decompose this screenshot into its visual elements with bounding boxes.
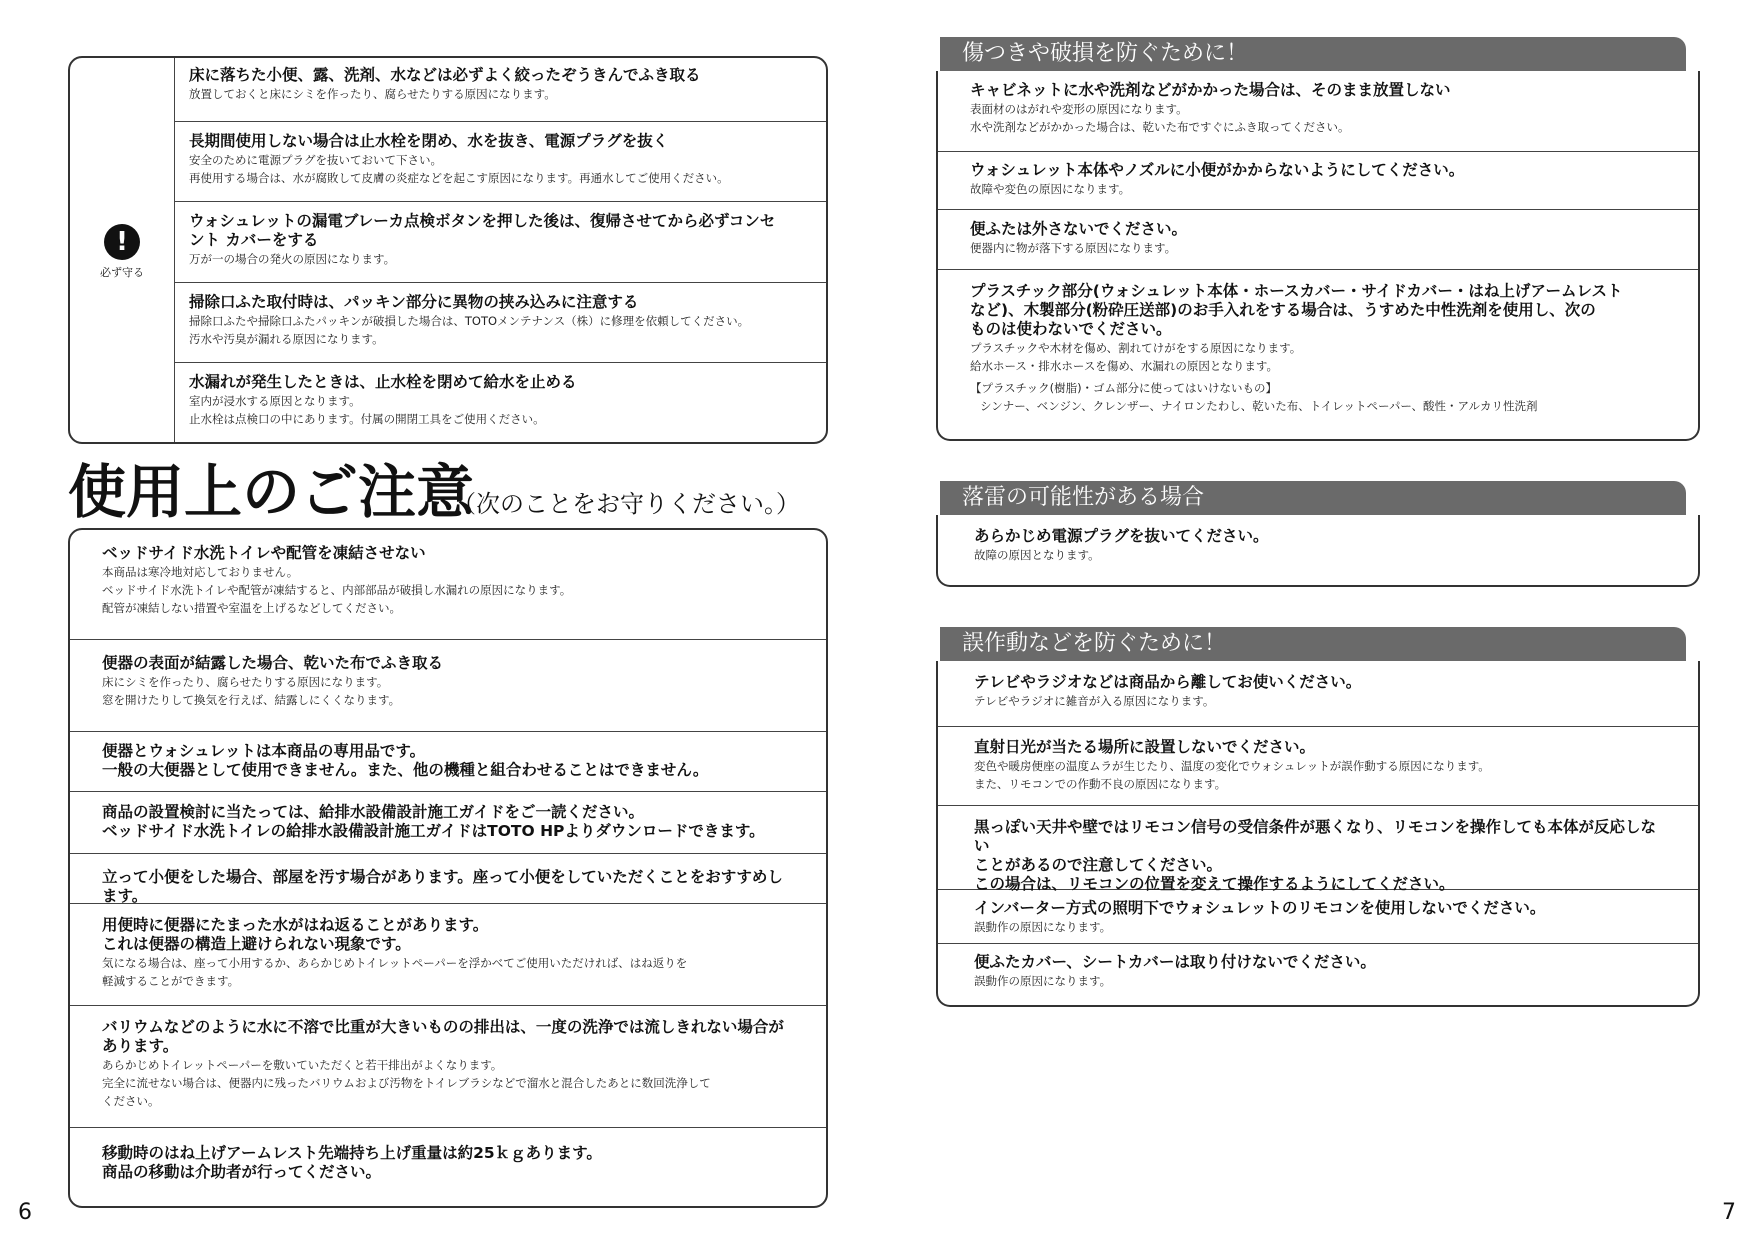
row-heading: 水漏れが発生したときは、止水栓を閉めて給水を止める <box>189 373 577 391</box>
row-heading: ものは使わないでください。 <box>970 320 1172 338</box>
row-note: 誤動作の原因になります。 <box>974 974 1112 988</box>
row-note: 掃除口ふたや掃除口ふたパッキンが破損した場合は、TOTOメンテナンス（株）に修理を依頼してください。 <box>189 314 750 328</box>
row-note: ベッドサイド水洗トイレや配管が凍結すると、内部部品が破損し水漏れの原因になります。 <box>102 583 572 597</box>
note-list: シンナー、ベンジン、クレンザー、ナイロンたわし、乾いた布、トイレットペーパー、酸性・アルカリ性洗剤 <box>980 399 1538 413</box>
exclamation-icon: ! <box>104 224 140 260</box>
row-heading: 商品の移動は介助者が行ってください。 <box>102 1163 382 1181</box>
row-heading: 直射日光が当たる場所に設置しないでください。 <box>974 738 1316 756</box>
section-row <box>938 661 1698 727</box>
note-heading: 【プラスチック(樹脂)・ゴム部分に使ってはいけないもの】 <box>970 381 1278 395</box>
row-note: 故障や変色の原因になります。 <box>970 182 1131 196</box>
row-heading: 商品の設置検討に当たっては、給排水設備設計施工ガイドをご一読ください。 <box>102 803 645 821</box>
must-do-box <box>68 56 828 444</box>
caution-row <box>70 854 826 904</box>
row-note: 安全のために電源プラグを抜いておいて下さい。 <box>189 153 442 167</box>
must-do-label: 必ず守る <box>100 266 144 279</box>
caution-row <box>70 792 826 854</box>
row-heading: この場合は、リモコンの位置を変えて操作するようにしてください。 <box>974 875 1455 893</box>
row-note: 給水ホース・排水ホースを傷め、水漏れの原因となります。 <box>970 359 1278 373</box>
row-heading: 黒っぽい天井や壁ではリモコン信号の受信条件が悪くなり、リモコンを操作しても本体が反応しない <box>974 818 1657 855</box>
row-heading: ウォシュレット本体やノズルに小便がかからないようにしてください。 <box>970 161 1465 179</box>
row-note: 放置しておくと床にシミを作ったり、腐らせたりする原因になります。 <box>189 87 556 101</box>
row-note: また、リモコンでの作動不良の原因になります。 <box>974 777 1227 791</box>
section-damage <box>936 71 1700 441</box>
row-note: 窓を開けたりして換気を行えば、結露しにくくなります。 <box>102 693 401 707</box>
must-do-row <box>175 122 826 202</box>
row-heading: ことがあるので注意してください。 <box>974 856 1223 874</box>
section-row <box>938 727 1698 806</box>
row-note: 気になる場合は、座って小用するか、あらかじめトイレットペーパーを浮かべてご使用いただければ、はね返りを <box>102 956 688 970</box>
row-note: 止水栓は点検口の中にあります。付属の開閉工具をご使用ください。 <box>189 412 545 426</box>
must-do-row <box>175 58 826 122</box>
row-heading: 一般の大便器として使用できません。また、他の機種と組合わせることはできません。 <box>102 761 709 779</box>
section-row <box>938 890 1698 944</box>
caution-row <box>70 1006 826 1128</box>
row-note: 完全に流せない場合は、便器内に残ったバリウムおよび汚物をトイレブラシなどで溜水と混合したあとに数回洗浄して <box>102 1076 711 1090</box>
row-note: 誤動作の原因になります。 <box>974 920 1112 934</box>
row-heading: 床に落ちた小便、露、洗剤、水などは必ずよく絞ったぞうきんでふき取る <box>189 66 701 84</box>
must-do-row <box>175 363 826 442</box>
section-header-lightning: 落雷の可能性がある場合 <box>940 481 1686 515</box>
page-subtitle: （次のことをお守りください。） <box>452 490 800 518</box>
page-title: 使用上のご注意 <box>68 458 475 526</box>
section-row <box>938 944 1698 1005</box>
row-heading: キャビネットに水や洗剤などがかかった場合は、そのまま放置しない <box>970 81 1451 99</box>
row-heading: 掃除口ふた取付時は、パッキン部分に異物の挟み込みに注意する <box>189 293 639 311</box>
row-heading: ベッドサイド水洗トイレや配管を凍結させない <box>102 544 426 562</box>
row-note: 故障の原因となります。 <box>974 548 1100 562</box>
row-note: あらかじめトイレットペーパーを敷いていただくと若干排出がよくなります。 <box>102 1058 503 1072</box>
caution-row <box>70 732 826 792</box>
row-note: 汚水や汚臭が漏れる原因になります。 <box>189 332 384 346</box>
row-heading: ウォシュレットの漏電ブレーカ点検ボタンを押した後は、復帰させてから必ずコンセント カバーをする <box>189 212 776 249</box>
row-note: 配管が凍結しない措置や室温を上げるなどしてください。 <box>102 601 401 615</box>
row-heading: 便器の表面が結露した場合、乾いた布でふき取る <box>102 654 444 672</box>
section-row <box>938 806 1698 893</box>
row-heading: バリウムなどのように水に不溶で比重が大きいものの排出は、一度の洗浄では流しきれない場合が <box>102 1018 784 1036</box>
row-note: 変色や暖房便座の温度ムラが生じたり、温度の変化でウォシュレットが誤作動する原因になります。 <box>974 759 1490 773</box>
section-row <box>938 210 1698 270</box>
page-number-right: 7 <box>1722 1200 1736 1225</box>
row-heading: 便ふたカバー、シートカバーは取り付けないでください。 <box>974 953 1376 971</box>
row-heading: 便器とウォシュレットは本商品の専用品です。 <box>102 742 426 760</box>
section-row <box>938 270 1698 439</box>
row-heading: など)、木製部分(粉砕圧送部)のお手入れをする場合は、うすめた中性洗剤を使用し、次の <box>970 301 1596 319</box>
page-number-left: 6 <box>18 1200 32 1225</box>
row-heading: 長期間使用しない場合は止水栓を閉め、水を抜き、電源プラグを抜く <box>189 132 669 150</box>
section-row <box>938 515 1698 585</box>
section-header-malfunction: 誤作動などを防ぐために！ <box>940 627 1686 661</box>
row-note: 床にシミを作ったり、腐らせたりする原因になります。 <box>102 675 389 689</box>
row-note: ください。 <box>102 1094 160 1108</box>
cautions-box <box>68 528 828 1208</box>
must-do-row <box>175 202 826 283</box>
row-heading: 便ふたは外さないでください。 <box>970 220 1188 238</box>
caution-row <box>70 640 826 732</box>
row-heading: プラスチック部分(ウォシュレット本体・ホースカバー・サイドカバー・はね上げアームレスト <box>970 282 1623 300</box>
row-heading: ベッドサイド水洗トイレの給排水設備設計施工ガイドはTOTO HPよりダウンロードできます。 <box>102 822 765 840</box>
section-row <box>938 71 1698 152</box>
caution-row <box>70 1128 826 1204</box>
must-do-icon-column <box>70 58 175 442</box>
section-row <box>938 152 1698 210</box>
row-note: 便器内に物が落下する原因になります。 <box>970 241 1177 255</box>
row-note: 表面材のはがれや変形の原因になります。 <box>970 102 1188 116</box>
row-heading: 立って小便をした場合、部屋を汚す場合があります。座って小便をしていただくことをおすすめします。 <box>102 868 783 905</box>
row-note: 水や洗剤などがかかった場合は、乾いた布ですぐにふき取ってください。 <box>970 120 1350 134</box>
row-note: 室内が浸水する原因となります。 <box>189 394 361 408</box>
row-note: テレビやラジオに雑音が入る原因になります。 <box>974 694 1215 708</box>
section-lightning <box>936 515 1700 587</box>
row-heading: 用便時に便器にたまった水がはね返ることがあります。 <box>102 916 489 934</box>
row-heading: あります。 <box>102 1037 179 1055</box>
row-heading: これは便器の構造上避けられない現象です。 <box>102 935 411 953</box>
row-note: 再使用する場合は、水が腐敗して皮膚の炎症などを起こす原因になります。再通水してご使用ください。 <box>189 171 729 185</box>
section-malfunction <box>936 661 1700 1007</box>
row-heading: あらかじめ電源プラグを抜いてください。 <box>974 527 1269 545</box>
row-heading: インバーター方式の照明下でウォシュレットのリモコンを使用しないでください。 <box>974 899 1546 917</box>
row-note: プラスチックや木材を傷め、割れてけがをする原因になります。 <box>970 341 1302 355</box>
row-heading: 移動時のはね上げアームレスト先端持ち上げ重量は約25ｋｇあります。 <box>102 1144 602 1162</box>
row-note: 本商品は寒冷地対応しておりません。 <box>102 565 299 579</box>
section-header-damage: 傷つきや破損を防ぐために！ <box>940 37 1686 71</box>
row-note: 軽減することができます。 <box>102 974 240 988</box>
must-do-row <box>175 283 826 363</box>
row-note: 万が一の場合の発火の原因になります。 <box>189 252 396 266</box>
row-heading: テレビやラジオなどは商品から離してお使いください。 <box>974 673 1362 691</box>
caution-row <box>70 904 826 1006</box>
caution-row <box>70 530 826 640</box>
